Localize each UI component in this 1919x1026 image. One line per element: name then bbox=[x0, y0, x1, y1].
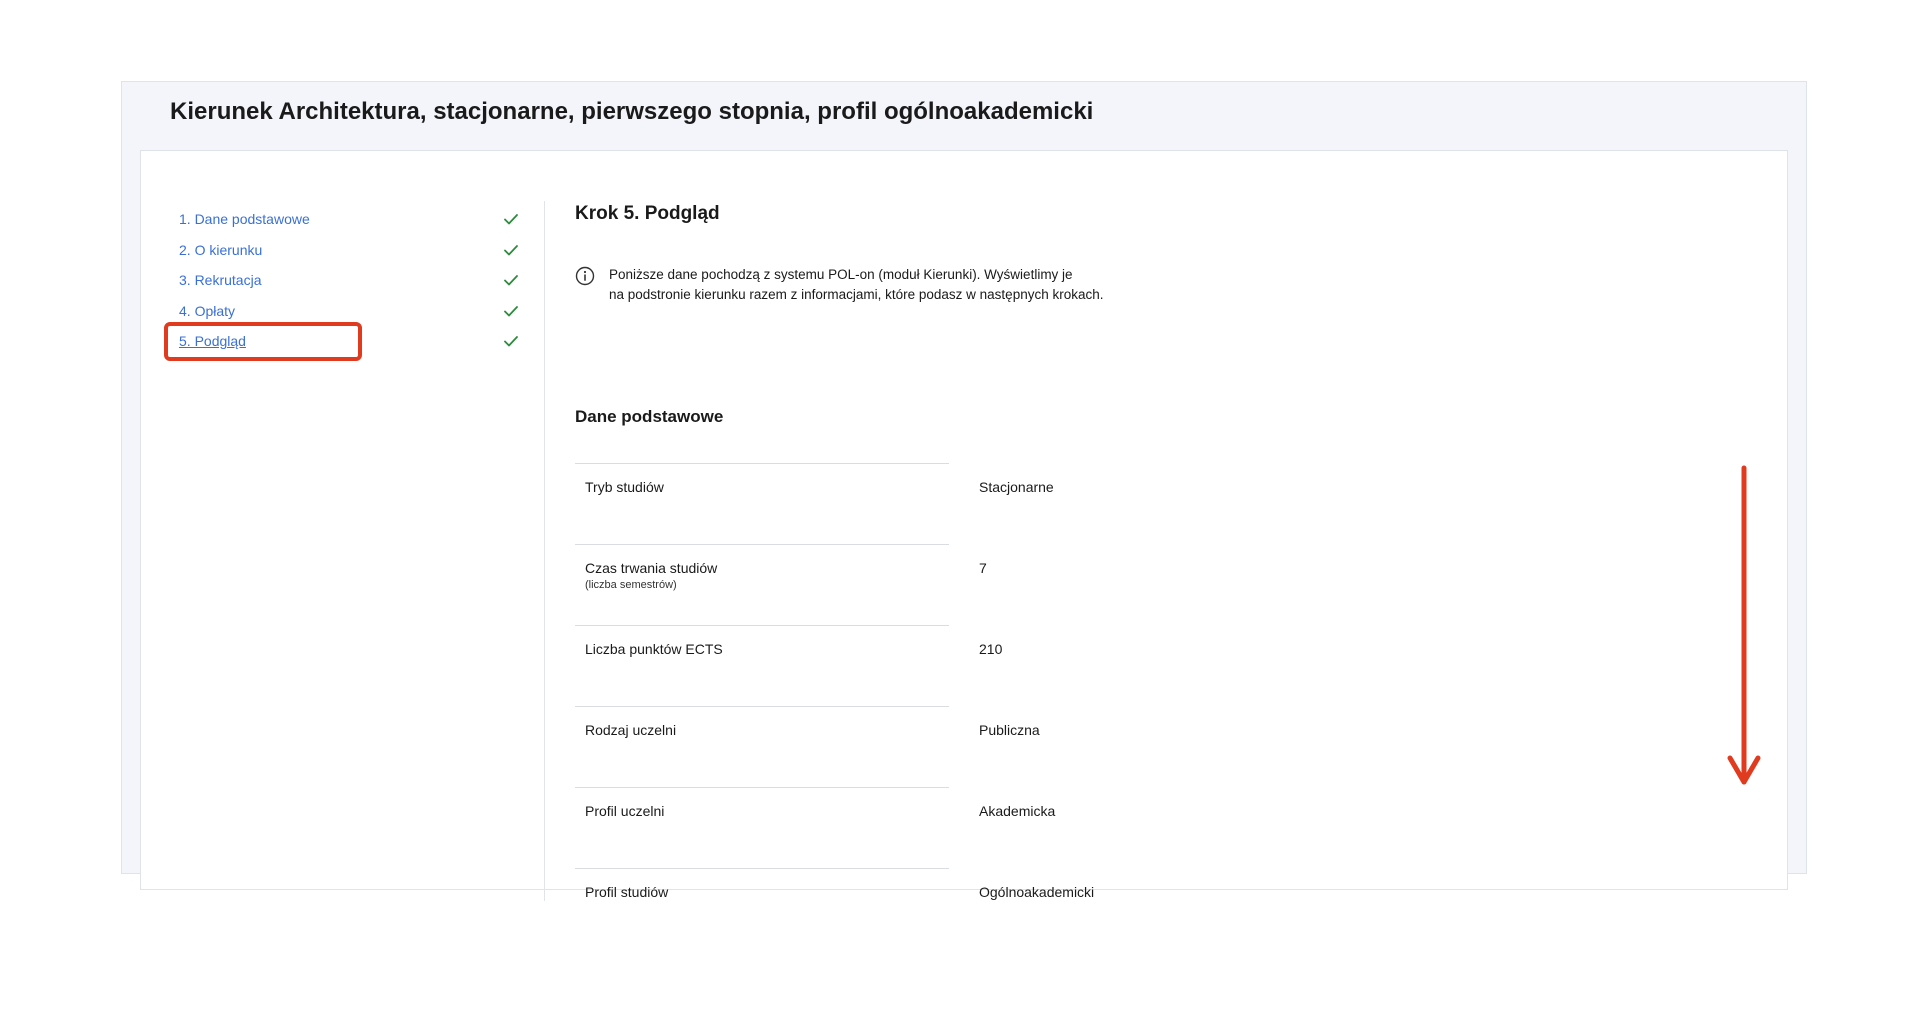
section-heading: Dane podstawowe bbox=[575, 407, 724, 426]
detail-row bbox=[575, 706, 1755, 787]
detail-label: Liczba punktów ECTS bbox=[585, 641, 723, 657]
detail-row bbox=[575, 463, 1755, 544]
arrow-down-icon bbox=[1726, 464, 1762, 792]
check-icon bbox=[503, 272, 519, 288]
step-heading: Krok 5. Podgląd bbox=[575, 203, 720, 224]
check-icon bbox=[503, 333, 519, 349]
step-link-o-kierunku[interactable]: 2. O kierunku bbox=[179, 241, 263, 258]
detail-label: Czas trwania studiów (liczba semestrów) bbox=[585, 560, 718, 591]
step-item-3 bbox=[179, 265, 519, 296]
detail-label: Rodzaj uczelni bbox=[585, 722, 677, 738]
vertical-divider bbox=[544, 201, 545, 901]
step-nav bbox=[179, 204, 519, 357]
detail-row bbox=[575, 787, 1755, 868]
wizard-panel bbox=[140, 150, 1788, 900]
info-line-2: na podstronie kierunku razem z informacjami, które podasz w następnych krokach. bbox=[609, 287, 1104, 302]
step-link-podglad[interactable]: 5. Podgląd bbox=[179, 333, 246, 350]
detail-label: Profil uczelni bbox=[585, 803, 665, 819]
step-item-4 bbox=[179, 296, 519, 327]
detail-label: Profil studiów bbox=[585, 884, 669, 900]
detail-value: Akademicka bbox=[979, 803, 1056, 819]
detail-row bbox=[575, 868, 1755, 949]
detail-row bbox=[575, 544, 1755, 625]
detail-row bbox=[575, 625, 1755, 706]
check-icon bbox=[503, 211, 519, 227]
detail-value: 210 bbox=[979, 641, 1003, 657]
detail-value: Stacjonarne bbox=[979, 479, 1054, 495]
info-notice bbox=[575, 265, 1103, 305]
step-link-oplaty[interactable]: 4. Opłaty bbox=[179, 302, 236, 319]
step-link-rekrutacja[interactable]: 3. Rekrutacja bbox=[179, 272, 262, 289]
detail-value: Publiczna bbox=[979, 722, 1040, 738]
details-list bbox=[575, 463, 1755, 949]
info-text bbox=[609, 265, 1103, 305]
step-item-2 bbox=[179, 235, 519, 266]
detail-label: Tryb studiów bbox=[585, 479, 664, 495]
check-icon bbox=[503, 303, 519, 319]
page-title: Kierunek Architektura, stacjonarne, pierwszego stopnia, profil ogólnoakademicki bbox=[170, 98, 1094, 125]
detail-sublabel: (liczba semestrów) bbox=[585, 579, 677, 591]
step-link-dane-podstawowe[interactable]: 1. Dane podstawowe bbox=[179, 211, 310, 228]
detail-value: 7 bbox=[979, 560, 987, 576]
check-icon bbox=[503, 242, 519, 258]
step-item-1 bbox=[179, 204, 519, 235]
info-line-1: Poniższe dane pochodzą z systemu POL-on (moduł Kierunki). Wyświetlimy je bbox=[609, 267, 1073, 282]
step-content bbox=[575, 199, 1755, 900]
detail-value: Ogólnoakademicki bbox=[979, 884, 1095, 900]
info-icon bbox=[575, 266, 595, 286]
course-card bbox=[121, 81, 1807, 900]
step-item-5 bbox=[179, 326, 519, 357]
